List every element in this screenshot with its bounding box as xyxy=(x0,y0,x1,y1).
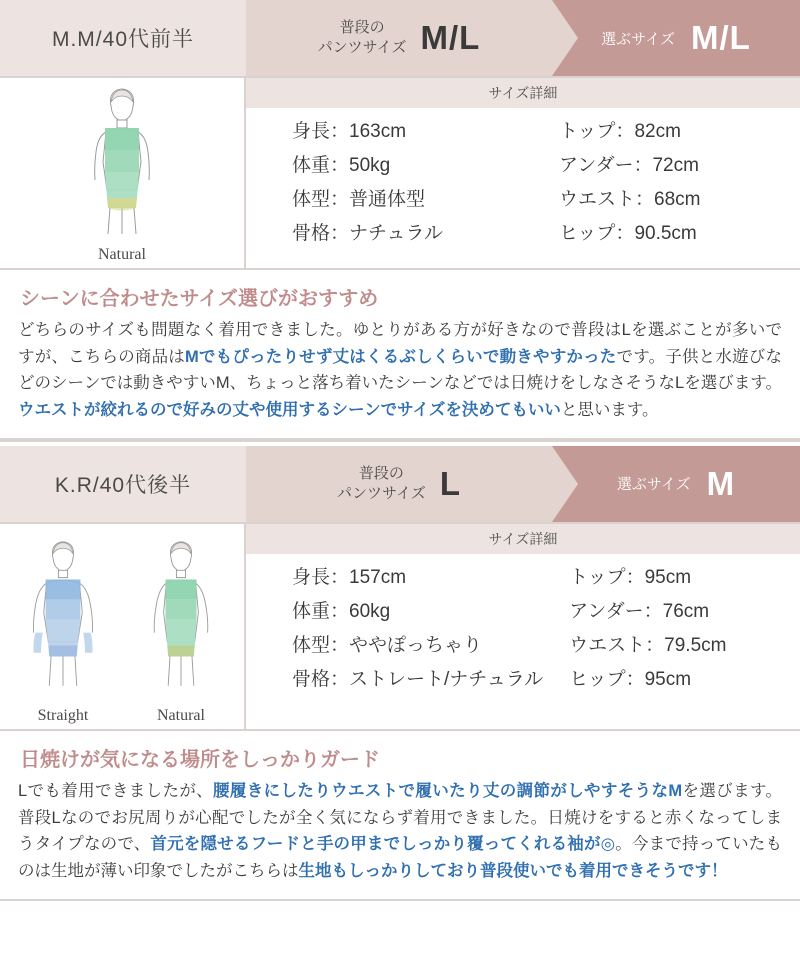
chosen-size-section xyxy=(552,446,800,522)
spec-key: 身長： xyxy=(292,566,350,588)
spec-grid xyxy=(246,108,800,255)
spec-value: ややぽっちゃり xyxy=(349,634,483,656)
usual-size-value: L xyxy=(439,464,461,502)
female-body-illustration xyxy=(62,84,182,244)
spec-grid xyxy=(246,554,800,701)
chosen-size-label: 選ぶサイズ xyxy=(616,476,691,494)
spec-key: ウエスト： xyxy=(569,634,665,656)
spec-key: 骨格： xyxy=(292,668,350,690)
comment-body xyxy=(18,317,782,424)
spec-row xyxy=(292,184,533,211)
spec-row xyxy=(569,562,800,589)
body-figure-natural xyxy=(62,84,182,264)
usual-size-label xyxy=(318,18,407,59)
chosen-size-value: M xyxy=(706,464,736,502)
comment-segment: Mでもぴったりせず丈はくるぶしくらいで動きやすかった xyxy=(185,347,617,366)
spec-value: 95cm xyxy=(644,668,692,690)
usual-size-section xyxy=(246,0,552,76)
spec-row xyxy=(292,562,543,589)
figure-caption: Natural xyxy=(157,706,205,724)
spec-cell xyxy=(246,78,800,268)
spec-value: 157cm xyxy=(349,566,407,588)
spec-row xyxy=(559,218,800,245)
usual-size-label-line1: 普段の xyxy=(358,464,404,482)
figure-cell xyxy=(0,78,246,268)
spec-value: ストレート/ナチュラル xyxy=(349,668,544,690)
body-figure-natural xyxy=(126,530,236,725)
spec-value: 普通体型 xyxy=(349,189,426,210)
spec-title: サイズ詳細 xyxy=(246,524,800,554)
spec-key: 身長： xyxy=(292,121,350,142)
spec-value: 82cm xyxy=(634,121,681,142)
spec-column-right xyxy=(533,116,800,245)
comment-segment: 腰履きにしたりウエストで履いたり丈の調節がしやすそうなM xyxy=(213,781,683,800)
spec-value: 79.5cm xyxy=(664,634,727,656)
spec-value: 68cm xyxy=(654,189,701,210)
comment-segment: と思います。 xyxy=(560,401,659,420)
spec-key: ヒップ： xyxy=(559,223,635,244)
comment-body xyxy=(18,778,782,885)
comment-title: シーンに合わせたサイズ選びがおすすめ xyxy=(20,288,379,310)
spec-value: 163cm xyxy=(349,121,407,142)
usual-size-value: M/L xyxy=(420,19,481,56)
spec-title: サイズ詳細 xyxy=(246,78,800,108)
spec-row xyxy=(559,116,800,143)
spec-value: 76cm xyxy=(662,600,710,622)
spec-key: ヒップ： xyxy=(569,668,645,690)
comment-segment: です。子供と水遊びなどのシーンでは動きやすいM、ちょっと落ち着いたシーンなどでは日焼けをしなさそうなLを選びます。 xyxy=(18,347,782,393)
usual-size-label xyxy=(337,464,426,505)
comment-segment: を選びます。普段Lなのでお尻周りが心配でしたが全く気にならず着用できました。日焼けをすると赤くなってしまうタイプなので、 xyxy=(18,781,782,854)
comment-title: 日焼けが気になる場所をしっかりガード xyxy=(20,748,380,771)
review-header-2 xyxy=(0,446,800,522)
comment-segment: 首元を隠せるフードと手の甲までしっかり覆ってくれる袖が◎ xyxy=(150,835,616,854)
review-comment-2 xyxy=(0,731,800,901)
spec-key: アンダー： xyxy=(559,155,653,176)
reviewer-name: M.M/40代前半 xyxy=(51,28,194,51)
spec-key: 骨格： xyxy=(292,223,350,244)
spec-key: アンダー： xyxy=(569,600,663,622)
chosen-size-section xyxy=(552,0,800,76)
comment-segment: どちらのサイズも問題なく着用できました。ゆとりがある方が好きなので普段はLを選ぶことが多いですが、こちらの商品は xyxy=(18,321,782,366)
spec-row xyxy=(292,630,543,657)
spec-value: 50kg xyxy=(349,155,391,176)
comment-segment: ウエストが絞れるので好みの丈や使用するシーンでサイズを決めてもいい xyxy=(18,401,561,420)
spec-row xyxy=(292,150,533,177)
comment-segment: 。今まで持っていたものは生地が薄い印象でしたがこちらは xyxy=(18,835,782,881)
figure-caption: Straight xyxy=(37,706,89,724)
spec-row xyxy=(569,630,800,657)
reviewer-name: K.R/40代後半 xyxy=(54,473,192,497)
spec-key: トップ： xyxy=(569,566,645,588)
spec-column-right xyxy=(543,562,800,691)
spec-value: 95cm xyxy=(644,566,692,588)
review-header-1 xyxy=(0,0,800,76)
spec-key: 体重： xyxy=(292,155,350,176)
spec-key: 体型： xyxy=(292,189,350,210)
spec-row xyxy=(292,116,533,143)
figure-caption: Natural xyxy=(98,246,146,263)
body-figure-straight xyxy=(8,530,118,725)
usual-size-label-line1: 普段の xyxy=(339,18,385,36)
review-body-2 xyxy=(0,522,800,731)
usual-size-section xyxy=(246,446,552,522)
comment-segment: 生地もしっかりしており普段使いでも着用できそうです！ xyxy=(298,862,728,881)
comment-segment: Lでも着用できましたが、 xyxy=(18,781,214,800)
usual-size-label-line2: パンツサイズ xyxy=(337,484,426,502)
spec-row xyxy=(559,150,800,177)
review-comment-1 xyxy=(0,270,800,440)
spec-row xyxy=(292,664,543,691)
spec-key: 体型： xyxy=(292,634,350,656)
chosen-size-label: 選ぶサイズ xyxy=(601,30,675,48)
spec-row xyxy=(292,596,543,623)
female-body-illustration xyxy=(8,530,118,705)
review-block-1 xyxy=(0,0,800,440)
spec-value: 72cm xyxy=(652,155,699,176)
spec-row xyxy=(569,596,800,623)
spec-key: トップ： xyxy=(559,121,635,142)
spec-value: 60kg xyxy=(349,600,391,622)
spec-column-left xyxy=(246,116,533,245)
spec-row xyxy=(292,218,533,245)
usual-size-label-line2: パンツサイズ xyxy=(317,39,407,56)
spec-key: 体重： xyxy=(292,600,350,622)
spec-key: ウエスト： xyxy=(559,189,655,210)
spec-row xyxy=(559,184,800,211)
review-block-2 xyxy=(0,446,800,901)
spec-value: 90.5cm xyxy=(634,223,697,244)
spec-cell xyxy=(246,524,800,729)
spec-row xyxy=(569,664,800,691)
figure-cell xyxy=(0,524,246,729)
spec-value: ナチュラル xyxy=(349,223,443,244)
female-body-illustration xyxy=(126,530,236,705)
spec-column-left xyxy=(246,562,543,691)
chosen-size-value: M/L xyxy=(690,19,751,56)
review-body-1 xyxy=(0,76,800,270)
